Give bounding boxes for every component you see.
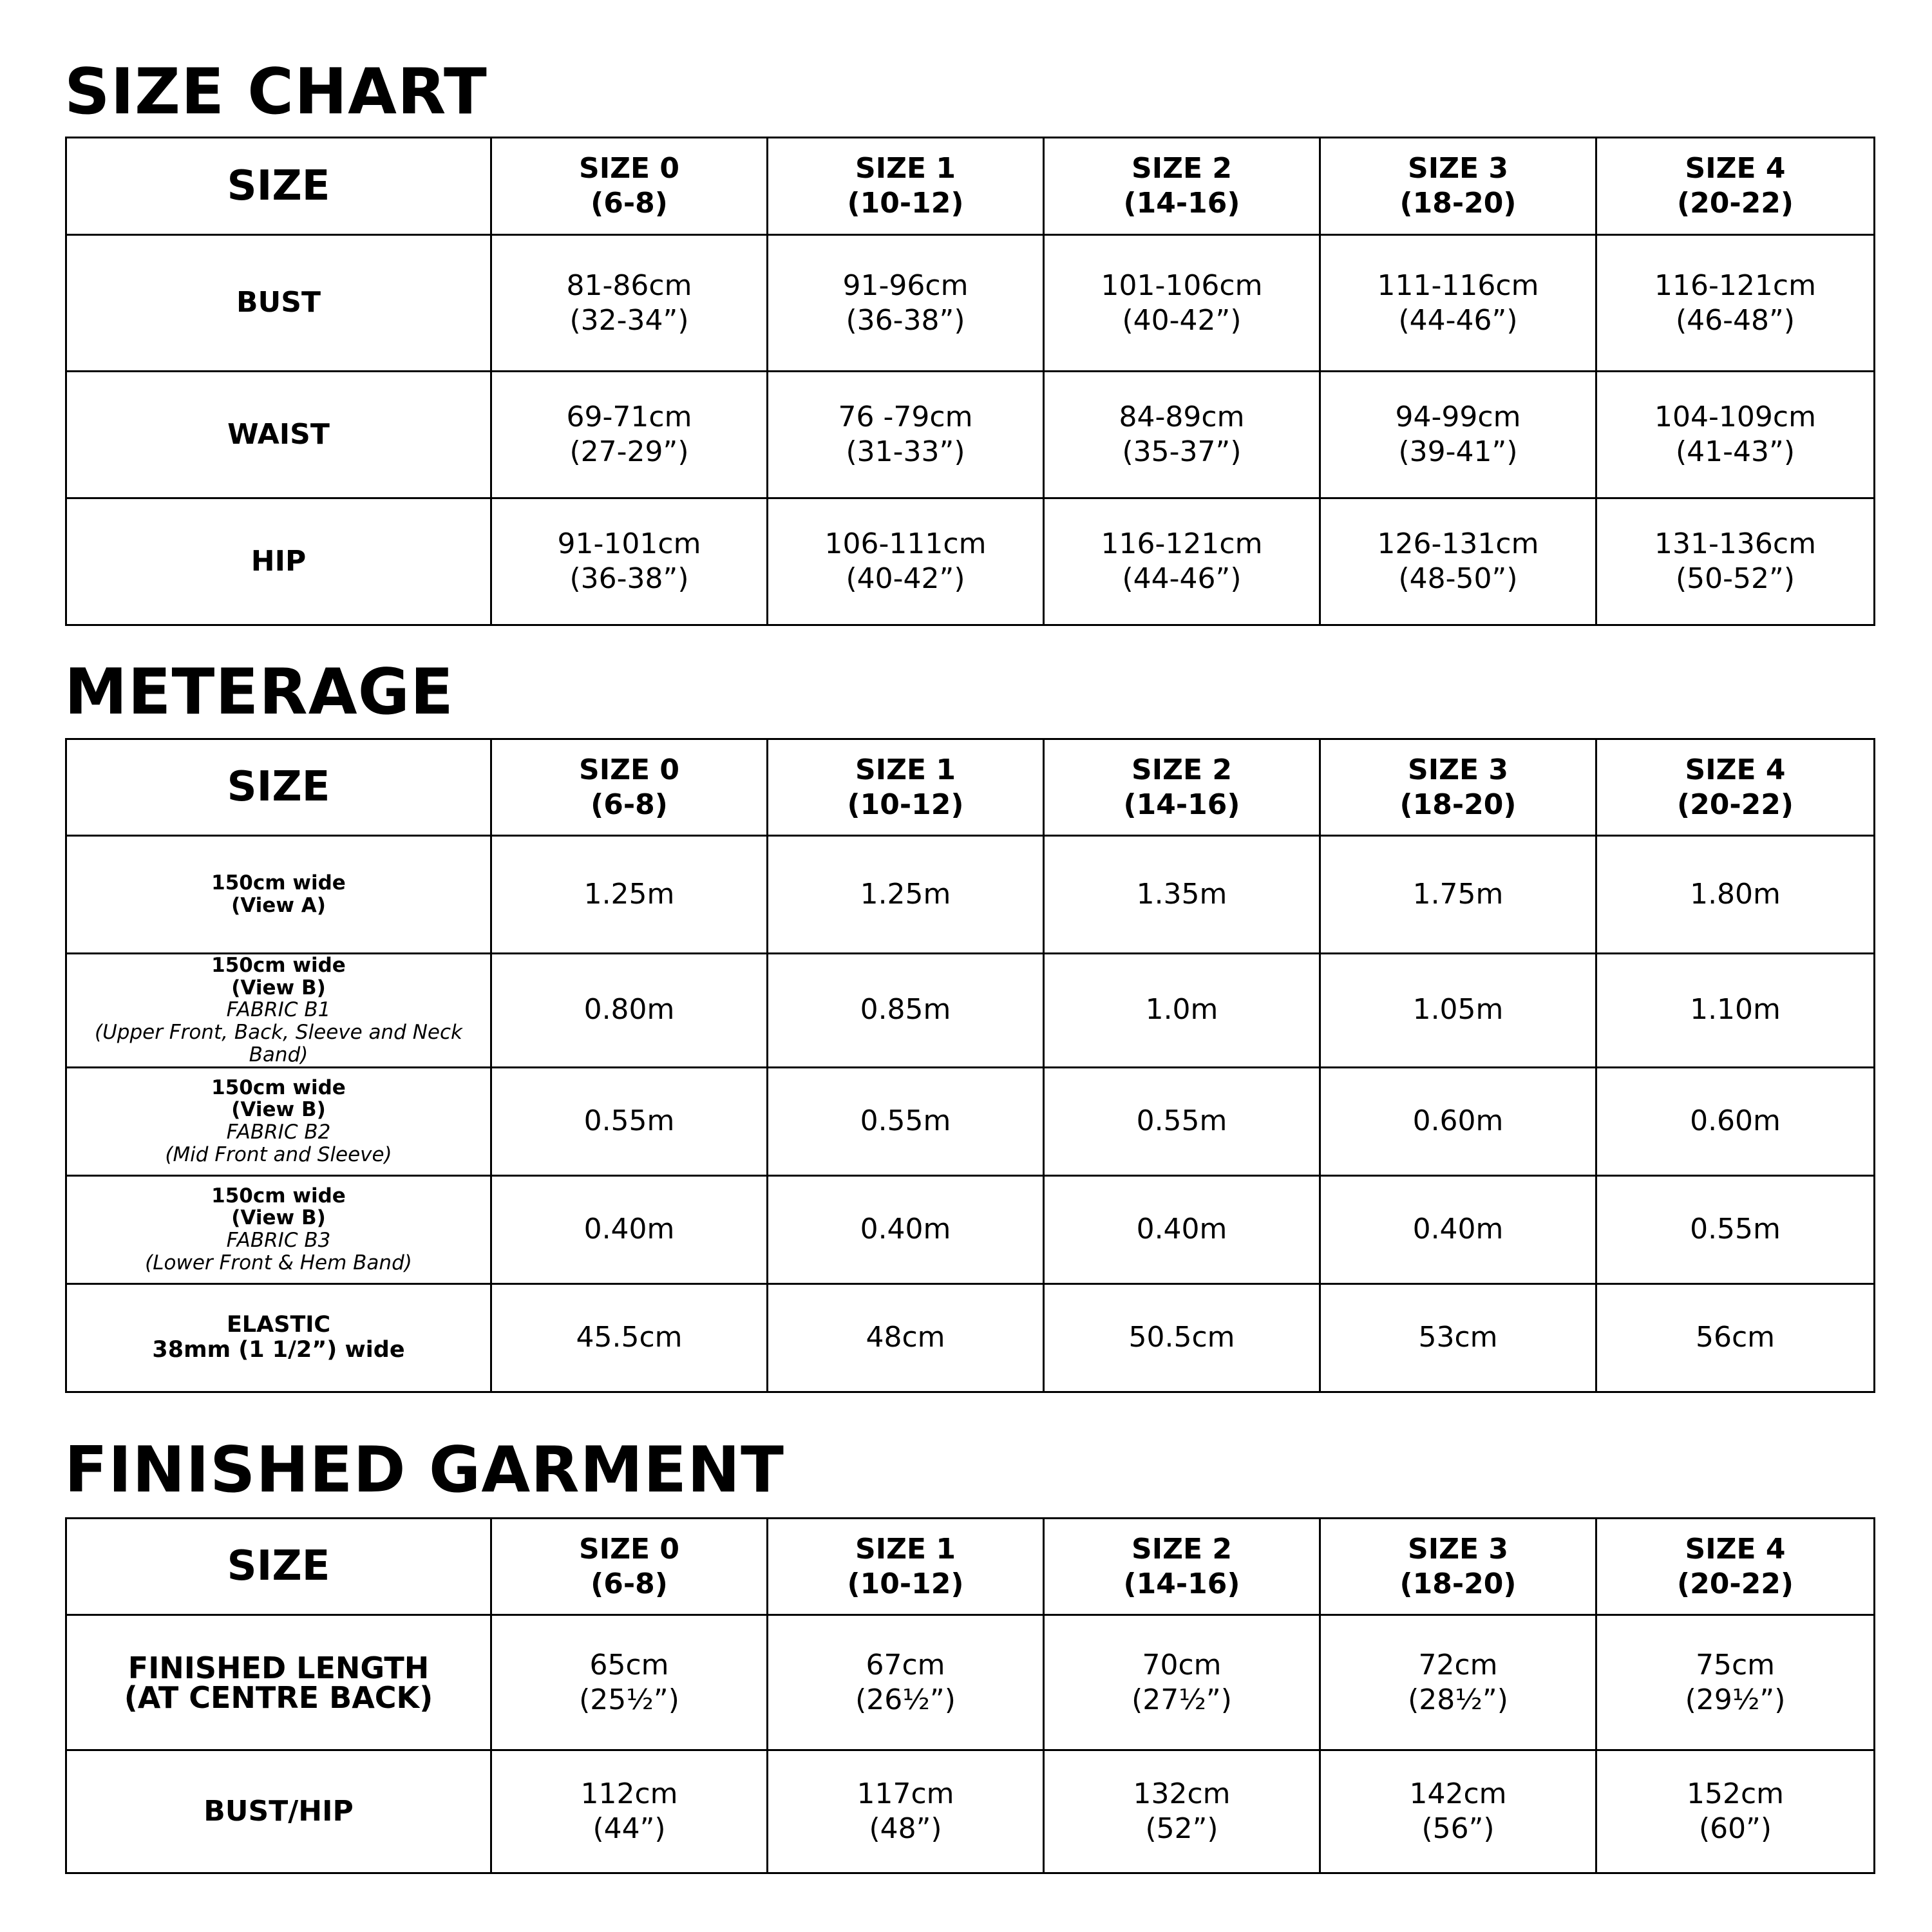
table-cell: 1.35m: [1044, 836, 1320, 954]
column-header-size-2: SIZE 2 (14-16): [1044, 1519, 1320, 1615]
table-cell: 0.60m: [1596, 1067, 1875, 1175]
table-cell: 1.80m: [1596, 836, 1875, 954]
table-cell: 50.5cm: [1044, 1283, 1320, 1392]
row-label: 150cm wide (View B) FABRIC B3 (Lower Front & Hem Band): [66, 1175, 491, 1283]
column-header-size-3: SIZE 3 (18-20): [1320, 1519, 1596, 1615]
row-label: BUST: [66, 235, 491, 372]
fabric-b1-row: [66, 954, 1875, 1068]
fabric-b3-row: [66, 1175, 1875, 1283]
size-header-label: SIZE: [66, 739, 491, 836]
table-cell: 0.60m: [1320, 1067, 1596, 1175]
row-label: FINISHED LENGTH (AT CENTRE BACK): [66, 1615, 491, 1750]
table-cell: 1.05m: [1320, 954, 1596, 1068]
row-label: 150cm wide (View B) FABRIC B1 (Upper Front, Back, Sleeve and Neck Band): [66, 954, 491, 1068]
table-cell: 1.10m: [1596, 954, 1875, 1068]
table-cell: 91-101cm (36-38”): [491, 498, 768, 625]
size-chart-table: [65, 137, 1875, 626]
table-cell: 0.80m: [491, 954, 768, 1068]
table-cell: 1.25m: [768, 836, 1044, 954]
table-cell: 84-89cm (35-37”): [1044, 372, 1320, 498]
column-header-size-3: SIZE 3 (18-20): [1320, 138, 1596, 235]
table-cell: 76 -79cm (31-33”): [768, 372, 1044, 498]
column-header-size-0: SIZE 0 (6-8): [491, 1519, 768, 1615]
column-header-size-2: SIZE 2 (14-16): [1044, 739, 1320, 836]
waist-row: [66, 372, 1875, 498]
table-cell: 56cm: [1596, 1283, 1875, 1392]
table-cell: 131-136cm (50-52”): [1596, 498, 1875, 625]
table-cell: 117cm (48”): [768, 1750, 1044, 1873]
table-cell: 152cm (60”): [1596, 1750, 1875, 1873]
table-cell: 75cm (29½”): [1596, 1615, 1875, 1750]
column-header-size-3: SIZE 3 (18-20): [1320, 739, 1596, 836]
table-cell: 142cm (56”): [1320, 1750, 1596, 1873]
table-cell: 0.40m: [491, 1175, 768, 1283]
column-header-size-4: SIZE 4 (20-22): [1596, 739, 1875, 836]
table-cell: 0.55m: [1044, 1067, 1320, 1175]
table-cell: 101-106cm (40-42”): [1044, 235, 1320, 372]
column-header-size-4: SIZE 4 (20-22): [1596, 1519, 1875, 1615]
column-header-size-2: SIZE 2 (14-16): [1044, 138, 1320, 235]
column-header-size-1: SIZE 1 (10-12): [768, 1519, 1044, 1615]
table-header-row: [66, 138, 1875, 235]
bust-row: [66, 235, 1875, 372]
table-cell: 70cm (27½”): [1044, 1615, 1320, 1750]
column-header-size-1: SIZE 1 (10-12): [768, 739, 1044, 836]
table-cell: 65cm (25½”): [491, 1615, 768, 1750]
fabric-view-a-row: [66, 836, 1875, 954]
table-cell: 48cm: [768, 1283, 1044, 1392]
table-cell: 81-86cm (32-34”): [491, 235, 768, 372]
size-header-label: SIZE: [66, 138, 491, 235]
row-label: BUST/HIP: [66, 1750, 491, 1873]
row-label: ELASTIC 38mm (1 1/2”) wide: [66, 1283, 491, 1392]
table-header-row: [66, 739, 1875, 836]
row-label: 150cm wide (View B) FABRIC B2 (Mid Front and Sleeve): [66, 1067, 491, 1175]
table-cell: 104-109cm (41-43”): [1596, 372, 1875, 498]
table-cell: 0.40m: [768, 1175, 1044, 1283]
table-cell: 67cm (26½”): [768, 1615, 1044, 1750]
table-cell: 116-121cm (46-48”): [1596, 235, 1875, 372]
table-cell: 126-131cm (48-50”): [1320, 498, 1596, 625]
table-cell: 94-99cm (39-41”): [1320, 372, 1596, 498]
finished-garment-title: FINISHED GARMENT: [64, 1434, 784, 1507]
table-cell: 53cm: [1320, 1283, 1596, 1392]
table-cell: 1.25m: [491, 836, 768, 954]
table-cell: 72cm (28½”): [1320, 1615, 1596, 1750]
table-cell: 0.55m: [768, 1067, 1044, 1175]
finished-length-row: [66, 1615, 1875, 1750]
table-cell: 0.55m: [491, 1067, 768, 1175]
meterage-title: METERAGE: [64, 656, 454, 729]
row-label: HIP: [66, 498, 491, 625]
table-cell: 1.75m: [1320, 836, 1596, 954]
table-cell: 1.0m: [1044, 954, 1320, 1068]
table-cell: 0.55m: [1596, 1175, 1875, 1283]
column-header-size-1: SIZE 1 (10-12): [768, 138, 1044, 235]
table-header-row: [66, 1519, 1875, 1615]
table-cell: 106-111cm (40-42”): [768, 498, 1044, 625]
table-cell: 111-116cm (44-46”): [1320, 235, 1596, 372]
fabric-b2-row: [66, 1067, 1875, 1175]
finished-garment-table: [65, 1517, 1875, 1874]
table-cell: 91-96cm (36-38”): [768, 235, 1044, 372]
column-header-size-0: SIZE 0 (6-8): [491, 739, 768, 836]
row-label: WAIST: [66, 372, 491, 498]
table-cell: 112cm (44”): [491, 1750, 768, 1873]
row-label: 150cm wide (View A): [66, 836, 491, 954]
table-cell: 69-71cm (27-29”): [491, 372, 768, 498]
table-cell: 45.5cm: [491, 1283, 768, 1392]
table-cell: 0.40m: [1320, 1175, 1596, 1283]
meterage-table: [65, 738, 1875, 1393]
size-chart-title: SIZE CHART: [64, 55, 488, 129]
table-cell: 0.85m: [768, 954, 1044, 1068]
column-header-size-4: SIZE 4 (20-22): [1596, 138, 1875, 235]
hip-row: [66, 498, 1875, 625]
size-header-label: SIZE: [66, 1519, 491, 1615]
elastic-row: [66, 1283, 1875, 1392]
table-cell: 116-121cm (44-46”): [1044, 498, 1320, 625]
column-header-size-0: SIZE 0 (6-8): [491, 138, 768, 235]
table-cell: 132cm (52”): [1044, 1750, 1320, 1873]
table-cell: 0.40m: [1044, 1175, 1320, 1283]
bust-hip-row: [66, 1750, 1875, 1873]
